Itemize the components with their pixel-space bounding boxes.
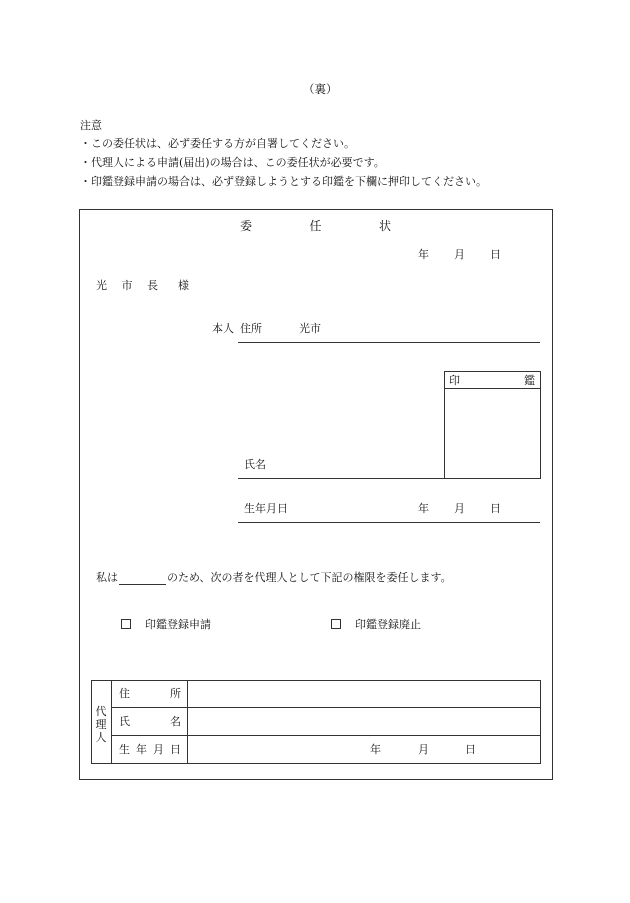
notes-heading: 注意 [80, 119, 102, 132]
checkbox[interactable] [121, 619, 131, 629]
note-item: ・代理人による申請(届出)の場合は、この委任状が必要です。 [80, 156, 385, 169]
option-registration-application[interactable] [121, 619, 211, 630]
date-day-label: 日 [490, 248, 501, 261]
seal-label-right: 鑑 [524, 374, 535, 387]
address-line[interactable] [238, 342, 540, 343]
addressee-honorific: 様 [178, 279, 189, 292]
page-side-title: （裏） [303, 82, 338, 96]
agent-address-field[interactable] [188, 681, 540, 707]
agent-table-col-divider [111, 680, 112, 764]
agent-birthdate-label: 生 年 月 日 [119, 743, 181, 756]
note-item: ・印鑑登録申請の場合は、必ず登録しようとする印鑑を下欄に押印してください。 [80, 175, 487, 188]
agent-name-field[interactable] [188, 708, 540, 735]
birth-month-label: 月 [454, 502, 465, 515]
agent-birth-year-label: 年 [370, 743, 381, 756]
agent-address-label: 住 所 [119, 687, 181, 700]
option-label: 印鑑登録廃止 [355, 618, 421, 631]
checkbox[interactable] [331, 619, 341, 629]
birth-day-label: 日 [490, 502, 501, 515]
agent-birth-day-label: 日 [465, 743, 476, 756]
name-label: 氏名 [244, 458, 266, 471]
statement-suffix: のため、次の者を代理人として下記の権限を委任します。 [167, 571, 452, 584]
birthdate-line[interactable] [238, 522, 540, 523]
principal-label: 本人 [212, 322, 234, 335]
agent-label: 代 理 人 [95, 705, 107, 744]
option-label: 印鑑登録申請 [145, 618, 211, 631]
note-item: ・この委任状は、必ず委任する方が自署してください。 [80, 137, 355, 150]
agent-birth-month-label: 月 [418, 743, 429, 756]
date-year-label: 年 [418, 248, 429, 261]
statement-prefix: 私は [96, 571, 118, 584]
seal-label-left: 印 [449, 374, 460, 387]
address-label: 住所 [240, 322, 262, 335]
purpose-blank[interactable] [119, 584, 166, 585]
option-registration-abolition[interactable] [331, 619, 421, 630]
birthdate-label: 生年月日 [244, 502, 288, 515]
name-line[interactable] [238, 478, 444, 479]
seal-header-divider [444, 388, 541, 389]
addressee: 光 市 長 [96, 279, 158, 292]
agent-birthdate-field[interactable] [188, 736, 540, 763]
form-title: 委 任 状 [240, 219, 391, 233]
birth-year-label: 年 [418, 502, 429, 515]
address-value: 光市 [299, 322, 321, 335]
date-month-label: 月 [454, 248, 465, 261]
agent-name-label: 氏 名 [119, 715, 181, 728]
